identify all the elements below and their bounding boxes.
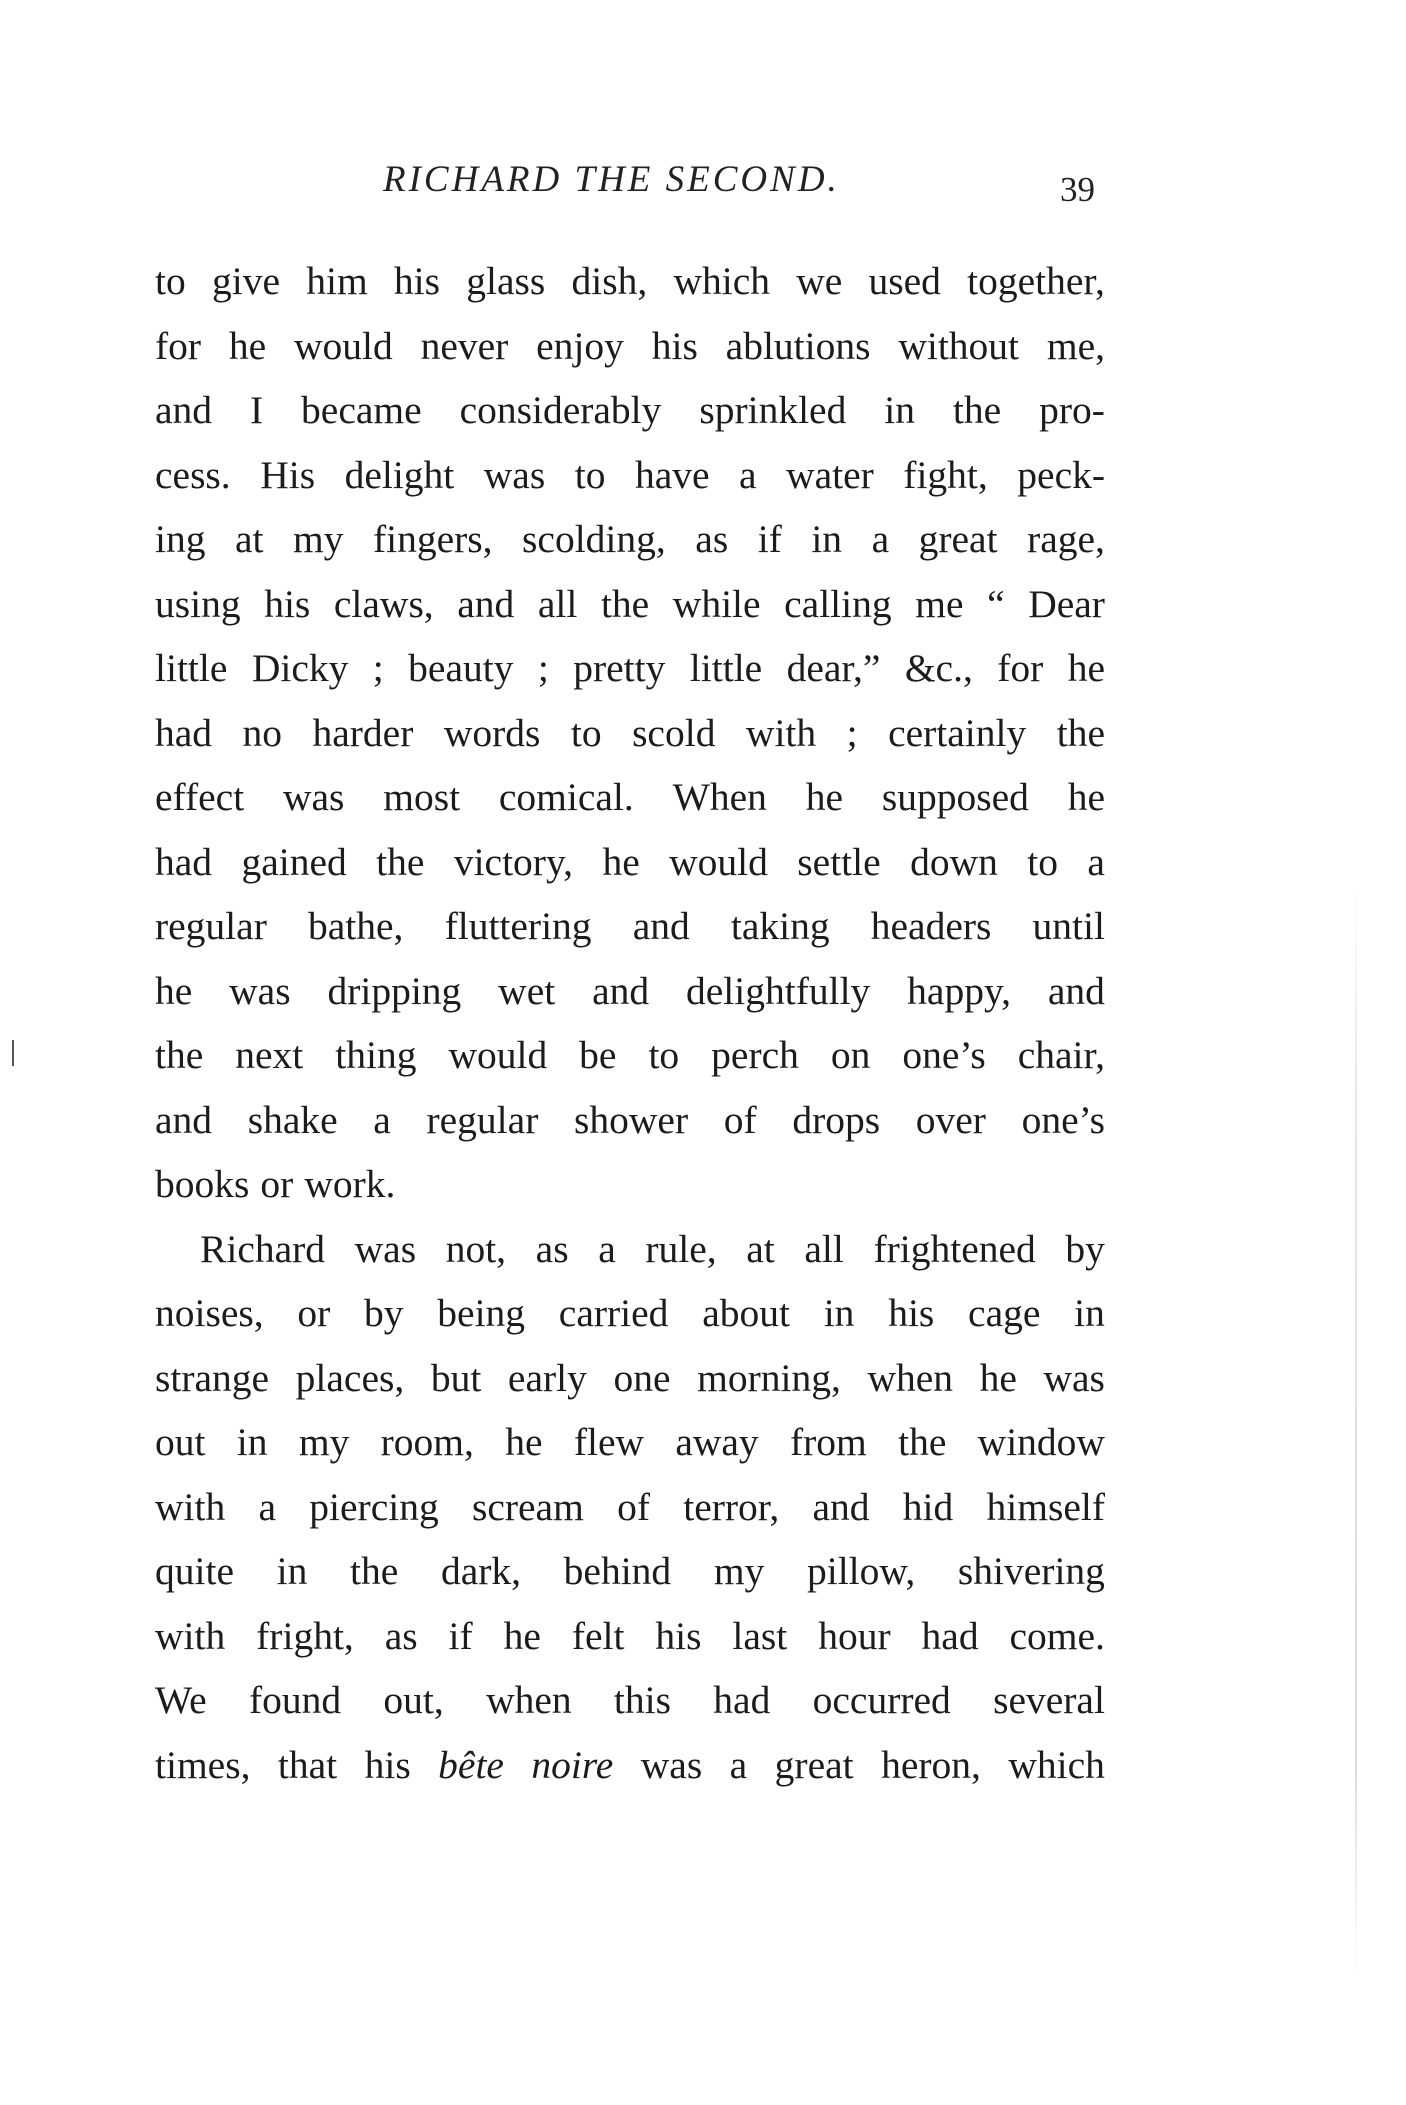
text-line: had gained the victory, he would settle down to a bbox=[155, 839, 1105, 884]
text-line: and shake a regular shower of drops over one’s bbox=[155, 1097, 1105, 1142]
running-title: RICHARD THE SECOND. bbox=[383, 159, 840, 200]
text-line: We found out, when this had occurred several bbox=[155, 1678, 1105, 1722]
text-line: out in my room, he flew away from the window bbox=[155, 1420, 1105, 1464]
text-line: effect was most comical. When he supposed he bbox=[155, 775, 1105, 819]
margin-mark bbox=[12, 1040, 14, 1066]
text-line: regular bathe, fluttering and taking headers until bbox=[155, 904, 1105, 948]
text-line: and I became considerably sprinkled in the pro- bbox=[155, 388, 1105, 432]
text-line: he was dripping wet and delightfully happy, and bbox=[155, 968, 1105, 1013]
text-line: ing at my fingers, scolding, as if in a great rage, bbox=[155, 517, 1105, 561]
text-line: to give him his glass dish, which we used together, bbox=[155, 259, 1105, 303]
text-line: Richard was not, as a rule, at all frightened by bbox=[200, 1226, 1105, 1271]
page-edge-shadow bbox=[1355, 880, 1357, 1980]
text-line: cess. His delight was to have a water fight, peck- bbox=[155, 452, 1105, 497]
page-number: 39 bbox=[1060, 170, 1095, 209]
text-line: with a piercing scream of terror, and hid himself bbox=[155, 1484, 1105, 1529]
text-line: for he would never enjoy his ablutions without me, bbox=[155, 323, 1105, 368]
text-line: times, that his bête noire was a great heron, which bbox=[155, 1742, 1105, 1787]
text-line: strange places, but early one morning, when he was bbox=[155, 1355, 1105, 1400]
text-line: noises, or by being carried about in his cage in bbox=[155, 1291, 1105, 1335]
text-line: quite in the dark, behind my pillow, shivering bbox=[155, 1549, 1105, 1593]
text-line: had no harder words to scold with ; certainly the bbox=[155, 710, 1105, 755]
body-text bbox=[155, 249, 1105, 1797]
text-line: books or work. bbox=[155, 1162, 396, 1206]
text-line: the next thing would be to perch on one’s chair, bbox=[155, 1033, 1105, 1077]
text-line: little Dicky ; beauty ; pretty little dear,” &c., for he bbox=[155, 646, 1105, 690]
text-line: using his claws, and all the while calling me “ Dear bbox=[155, 581, 1105, 626]
text-line: with fright, as if he felt his last hour had come. bbox=[155, 1613, 1105, 1658]
